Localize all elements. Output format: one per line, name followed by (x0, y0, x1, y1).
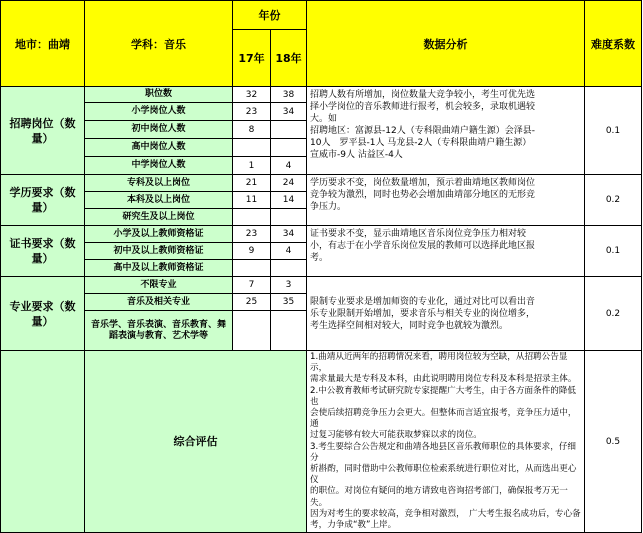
item-label: 音乐学、音乐表演、音乐教育、舞蹈表演与教育、艺术学等 (85, 311, 233, 351)
evaluation-line: 考，力争成“教”上岸。 (310, 520, 397, 531)
analysis-line: 宣威市-9人 沾益区-4人 (310, 150, 403, 160)
value-18: 34 (271, 103, 307, 121)
item-label: 小学岗位人数 (85, 103, 233, 121)
analysis-line: 学历要求不变，岗位数量增加，预示着曲靖地区教师岗位 (310, 178, 536, 188)
value-18: 3 (271, 277, 307, 294)
evaluation-row (1, 351, 642, 533)
item-label: 音乐及相关专业 (85, 294, 233, 311)
evaluation-spacer (1, 351, 85, 533)
analysis-line: 考生选择空间相对较大，同时竞争也就较为激烈。 (310, 320, 509, 331)
item-label: 初中岗位人数 (85, 121, 233, 139)
analysis-line: 限制专业要求是增加师资的专业化，通过对比可以看出音 (310, 296, 536, 307)
analysis-line: 择小学岗位的音乐教师进行报考，机会较多，录取机遇较 (310, 102, 536, 112)
difficulty-value: 0.1 (585, 87, 642, 175)
item-label: 高中及以上教师资格证 (85, 260, 233, 277)
evaluation-text (307, 351, 585, 533)
item-label: 不限专业 (85, 277, 233, 294)
value-18 (271, 209, 307, 226)
analysis-line: 大。如 (310, 114, 338, 124)
evaluation-line: 3.考生要综合公告规定和曲靖各地县区音乐教师职位的具体要求，仔细分 (310, 441, 577, 463)
value-17 (233, 311, 271, 351)
analysis-text (307, 175, 585, 226)
value-17: 23 (233, 226, 271, 243)
value-18 (271, 311, 307, 351)
analysis-line: 招聘人数有所增加，岗位数量大竞争较小，考生可优先选 (310, 90, 536, 100)
value-17: 8 (233, 121, 271, 139)
evaluation-title: 综合评估 (85, 351, 307, 533)
item-label: 本科及以上岗位 (85, 192, 233, 209)
value-17 (233, 260, 271, 277)
item-label: 小学及以上教师资格证 (85, 226, 233, 243)
difficulty-value: 0.1 (585, 226, 642, 277)
analysis-line: 证书要求不变，显示曲靖地区音乐岗位竞争压力相对较 (310, 229, 527, 239)
value-17: 9 (233, 243, 271, 260)
header-year: 年份 (233, 1, 307, 30)
value-18: 4 (271, 243, 307, 260)
table-row (1, 175, 642, 192)
value-17: 25 (233, 294, 271, 311)
header-region: 地市：曲靖 (1, 1, 85, 87)
value-18: 24 (271, 175, 307, 192)
difficulty-value: 0.2 (585, 277, 642, 351)
value-17: 1 (233, 157, 271, 175)
value-18: 14 (271, 192, 307, 209)
evaluation-line: 需求量最大是专科及本科，由此说明聘用岗位专科及本科是招录主体。 (310, 374, 577, 385)
analysis-line: 招聘地区：富源县-12人（专科限曲靖户籍生源）会泽县- (310, 126, 535, 136)
value-17 (233, 209, 271, 226)
value-17: 21 (233, 175, 271, 192)
value-18 (271, 121, 307, 139)
header-analysis: 数据分析 (307, 1, 585, 87)
value-18: 38 (271, 87, 307, 103)
analysis-line: 争压力。 (310, 202, 347, 212)
evaluation-line: 因为对考生的要求较高，竞争相对激烈， 广大考生报名成功后，专心备 (310, 508, 581, 519)
value-18 (271, 260, 307, 277)
section-title: 招聘岗位（数量） (1, 87, 85, 175)
analysis-text (307, 277, 585, 351)
difficulty-value: 0.5 (585, 351, 642, 533)
analysis-line: 竞争较为激烈，同时也势必会增加曲靖部分地区的无形竞 (310, 190, 536, 200)
item-label: 职位数 (85, 87, 233, 103)
header-row (1, 1, 642, 30)
evaluation-line: 1.曲靖从近两年的招聘情况来看，聘用岗位较为空缺，从招聘公告显示， (310, 352, 568, 374)
header-difficulty: 难度系数 (585, 1, 642, 87)
table-row (1, 277, 642, 294)
table-row (1, 87, 642, 103)
item-label: 高中岗位人数 (85, 139, 233, 157)
difficulty-value: 0.2 (585, 175, 642, 226)
analysis-line: 小，有志于在小学音乐岗位发展的教师可以选择此地区报 (310, 241, 536, 251)
item-label: 专科及以上岗位 (85, 175, 233, 192)
value-17: 11 (233, 192, 271, 209)
value-18 (271, 139, 307, 157)
section-title: 证书要求（数量） (1, 226, 85, 277)
evaluation-line: 2.中公教育教师考试研究院专家提醒广大考生，由于各方面条件的降低也 (310, 385, 577, 407)
section-title: 学历要求（数量） (1, 175, 85, 226)
header-subject: 学科：音乐 (85, 1, 233, 87)
analysis-line: 考。 (310, 253, 329, 263)
analysis-text (307, 87, 585, 175)
section-title: 专业要求（数量） (1, 277, 85, 351)
item-label: 中学岗位人数 (85, 157, 233, 175)
value-17: 7 (233, 277, 271, 294)
value-18: 34 (271, 226, 307, 243)
header-year-17: 17年 (233, 30, 271, 87)
analysis-line: 乐专业限制开始增加，要求音乐与相关专业的岗位增多， (310, 308, 536, 319)
evaluation-line: 会使后续招聘竞争压力会更大。但整体而言适宜报考，竞争压力适中，通 (310, 408, 577, 430)
analysis-text (307, 226, 585, 277)
value-18: 4 (271, 157, 307, 175)
value-17: 32 (233, 87, 271, 103)
evaluation-line: 析斟酌，同时借助中公教师职位检索系统进行职位对比，从而选出更心仪 (310, 464, 577, 486)
evaluation-line: 的职位。对岗位有疑问的地方请致电咨询招考部门，确保报考万无一失。 (310, 486, 568, 508)
evaluation-line: 过复习能够有较大可能获取梦寐以求的岗位。 (310, 430, 482, 441)
analysis-line: 10人 罗平县-1人 马龙县-2人（专科限曲靖户籍生源） (310, 138, 532, 148)
item-label: 初中及以上教师资格证 (85, 243, 233, 260)
value-18: 35 (271, 294, 307, 311)
header-year-18: 18年 (271, 30, 307, 87)
table-row (1, 226, 642, 243)
item-label: 研究生及以上岗位 (85, 209, 233, 226)
value-17 (233, 139, 271, 157)
value-17: 23 (233, 103, 271, 121)
